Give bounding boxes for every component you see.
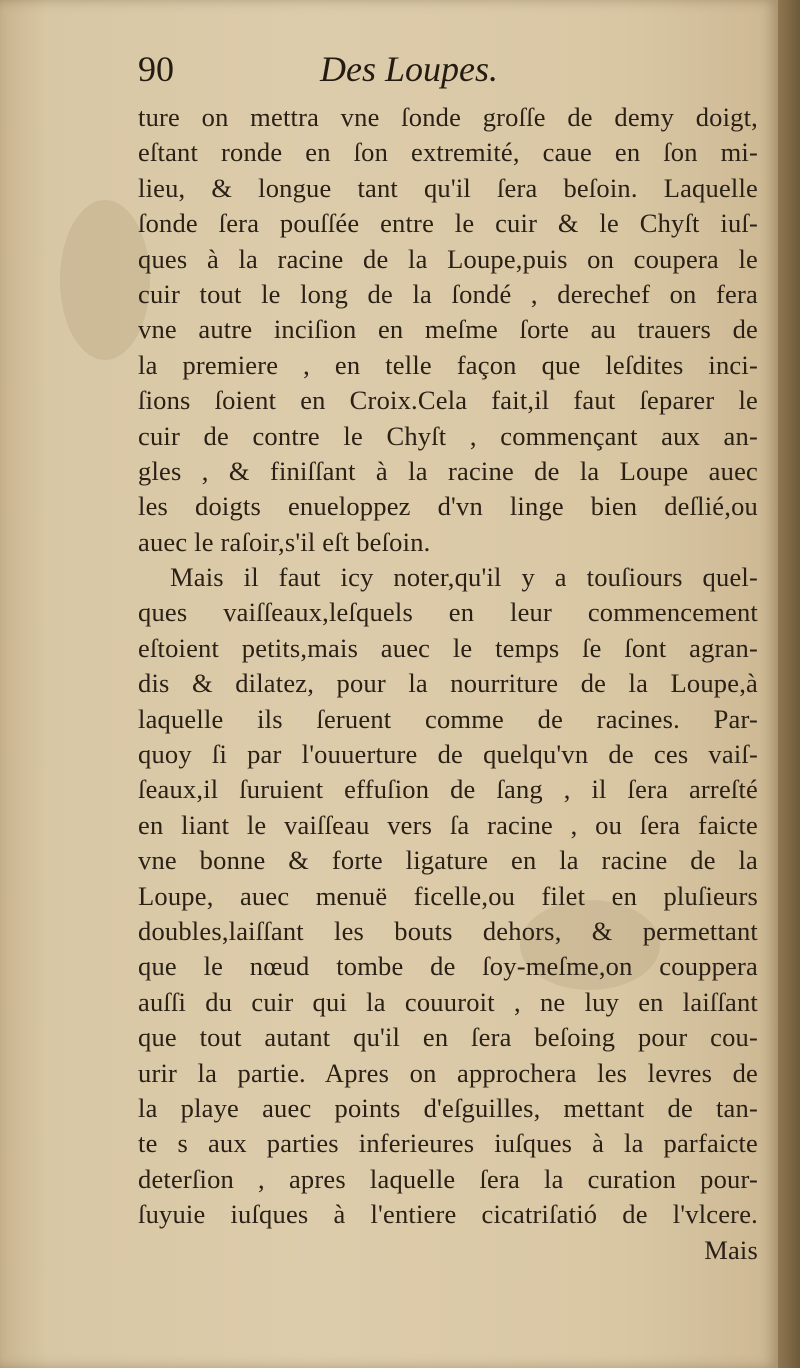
text-line: que le nœud tombe de ſoy-meſme,on couppera (138, 951, 758, 982)
text-line: dis & dilatez, pour la nourriture de la Loupe,à (138, 668, 758, 699)
text-line: ſions ſoient en Croix.Cela fait,il faut ſeparer le (138, 385, 758, 416)
body-text (138, 100, 758, 1268)
book-edge (778, 0, 800, 1368)
text-line: gles , & finiſſant à la racine de la Loupe auec (138, 455, 758, 486)
page-header (138, 48, 758, 96)
text-line: les doigts enueloppez d'vn linge bien deſlié,ou (138, 491, 758, 522)
text-line: la playe auec points d'eſguilles, mettant de tan- (138, 1092, 758, 1123)
paper-stain (60, 200, 150, 360)
text-line: quoy ſi par l'ouuerture de quelqu'vn de ces vaiſ- (138, 739, 758, 770)
text-line: ques à la racine de la Loupe,puis on coupera le (138, 243, 758, 274)
text-line: te s aux parties inferieures iuſques à la parfaicte (138, 1128, 758, 1159)
text-line: urir la partie. Apres on approchera les levres de (138, 1057, 758, 1088)
text-line: Loupe, auec menuë ficelle,ou filet en pluſieurs (138, 880, 758, 911)
text-line: eſtant ronde en ſon extremité, caue en ſon mi- (138, 137, 758, 168)
text-line: auec le raſoir,s'il eſt beſoin. (138, 526, 431, 557)
text-line: en liant le vaiſſeau vers ſa racine , ou ſera faicte (138, 809, 758, 840)
text-line: ſuyuie iuſques à l'entiere cicatriſatió de l'vlcere. (138, 1199, 758, 1230)
text-line: vne autre inciſion en meſme ſorte au trauers de (138, 314, 758, 345)
text-line: la premiere , en telle façon que leſdites inci- (138, 349, 758, 380)
text-line: eſtoient petits,mais auec le temps ſe ſont agran- (138, 632, 758, 663)
text-line: laquelle ils ſeruent comme de racines. Par- (138, 703, 758, 734)
page-number: 90 (138, 49, 174, 89)
text-line: vne bonne & forte ligature en la racine de la (138, 845, 758, 876)
text-line: que tout autant qu'il en ſera beſoing pour cou- (138, 1022, 758, 1053)
text-line: ques vaiſſeaux,leſquels en leur commencement (138, 597, 758, 628)
text-line: ture on mettra vne ſonde groſſe de demy doigt, (138, 102, 758, 132)
catchword: Mais (704, 1234, 758, 1265)
text-line: deterſion , apres laquelle ſera la curation pour- (138, 1163, 758, 1194)
text-line: lieu, & longue tant qu'il ſera beſoin. Laquelle (138, 172, 758, 203)
text-line: Mais il faut icy noter,qu'il y a touſiours quel- (170, 562, 758, 593)
text-line: doubles,laiſſant les bouts dehors, & permettant (138, 915, 758, 946)
text-line: cuir tout le long de la ſondé , derechef on fera (138, 278, 758, 309)
text-line: cuir de contre le Chyſt , commençant aux an- (138, 420, 758, 451)
running-title: Des Loupes. (320, 49, 498, 89)
text-line: ſonde ſera pouſſée entre le cuir & le Chyſt iuſ- (138, 208, 758, 239)
text-line: ſeaux,il ſuruient effuſion de ſang , il ſera arreſté (138, 774, 758, 805)
text-line: auſſi du cuir qui la couuroit , ne luy en laiſſant (138, 986, 758, 1017)
